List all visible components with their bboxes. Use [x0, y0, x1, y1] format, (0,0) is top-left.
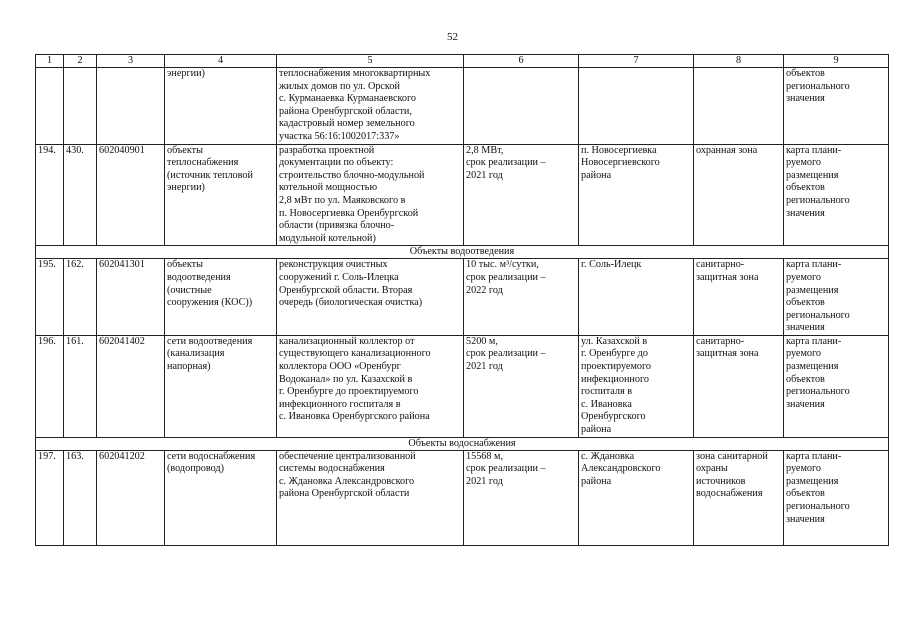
object-code-cell: [97, 68, 165, 145]
planning-table: [35, 54, 889, 546]
column-header: 9: [784, 55, 889, 68]
column-header: 6: [464, 55, 579, 68]
cell-text-line: объекты: [167, 144, 203, 156]
cell-text-line: 602041402: [99, 335, 145, 347]
cell-text-line: санитарно-: [696, 259, 745, 271]
row-number-cell: [36, 335, 64, 437]
table-row: [36, 450, 889, 545]
object-code-cell: [97, 335, 165, 437]
parameters-cell: [464, 259, 579, 336]
cell-text-line: руемого: [786, 271, 821, 283]
cell-text-line: с. Курманаевка Курманаевского: [279, 93, 417, 105]
cell-text-line: регионального: [786, 80, 850, 92]
cell-text-line: существующего канализационного: [279, 348, 431, 360]
object-code-cell: [97, 144, 165, 246]
cell-text-line: обеспечение централизованной: [279, 450, 416, 462]
cell-text-line: сооружения (КОС)): [167, 297, 253, 309]
location-cell: [579, 68, 694, 145]
cell-text-line: Водоканал» по ул. Казахской в: [279, 373, 413, 385]
cell-text-line: г. Оренбурге до: [581, 348, 648, 360]
cell-text-line: района Оренбургской области,: [279, 105, 412, 117]
cell-text-line: 10 тыс. м³/сутки,: [466, 259, 539, 271]
cell-text-line: котельной мощностью: [279, 182, 378, 194]
cell-text-line: 5200 м,: [466, 335, 498, 347]
cell-text-line: Оренбургской области. Вторая: [279, 284, 413, 296]
cell-text-line: района Оренбургской области: [279, 488, 410, 500]
cell-text-line: руемого: [786, 157, 821, 169]
cell-text-line: системы водоснабжения: [279, 463, 385, 475]
cell-text-line: значения: [786, 93, 825, 105]
column-header: 8: [694, 55, 784, 68]
cell-text-line: разработка проектной: [279, 144, 375, 156]
section-title: Объекты водоотведения: [36, 246, 889, 259]
cell-text-line: размещения: [786, 169, 839, 181]
cell-text-line: 602041202: [99, 450, 145, 462]
table-body: [36, 68, 889, 546]
zone-cell: [694, 144, 784, 246]
cell-text-line: ул. Казахской в: [581, 335, 648, 347]
cell-text-line: срок реализации –: [466, 348, 546, 360]
object-type-cell: [165, 68, 277, 145]
cell-text-line: госпиталя в: [581, 386, 633, 398]
row-number-cell: [36, 68, 64, 145]
cell-text-line: значения: [786, 207, 825, 219]
cell-text-line: водоотведения: [167, 271, 231, 283]
cell-text-line: защитная зона: [696, 348, 759, 360]
zone-cell: [694, 335, 784, 437]
cell-text-line: 602040901: [99, 144, 145, 156]
cell-text-line: района: [581, 169, 612, 181]
cell-text-line: 2,8 мВт по ул. Маяковского в: [279, 194, 406, 206]
cell-text-line: п. Новосергиевка Оренбургской: [279, 207, 419, 219]
cell-text-line: 2,8 МВт,: [466, 144, 504, 156]
cell-text-line: района: [581, 424, 612, 436]
object-type-cell: [165, 259, 277, 336]
object-type-cell: [165, 144, 277, 246]
location-cell: [579, 259, 694, 336]
map-reference-cell: [784, 259, 889, 336]
cell-text-line: 430.: [66, 144, 84, 156]
cell-text-line: г. Оренбурге до проектируемого: [279, 386, 419, 398]
parameters-cell: [464, 335, 579, 437]
cell-text-line: 2021 год: [466, 475, 503, 487]
cell-text-line: напорная): [167, 361, 211, 373]
column-header: 4: [165, 55, 277, 68]
section-row: [36, 437, 889, 450]
row-number-cell: [36, 450, 64, 545]
description-cell: [277, 144, 464, 246]
cell-text-line: с. Ивановка: [581, 398, 632, 410]
cell-text-line: инфекционного госпиталя в: [279, 398, 401, 410]
code-number-cell: [64, 450, 97, 545]
header-row: [36, 55, 889, 68]
cell-text-line: теплоснабжения: [167, 157, 239, 169]
zone-cell: [694, 259, 784, 336]
cell-text-line: 2022 год: [466, 284, 503, 296]
map-reference-cell: [784, 335, 889, 437]
description-cell: [277, 259, 464, 336]
map-reference-cell: [784, 68, 889, 145]
cell-text-line: охранная зона: [696, 144, 758, 156]
cell-text-line: 161.: [66, 335, 84, 347]
cell-text-line: строительство блочно-модульной: [279, 169, 425, 181]
cell-text-line: значения: [786, 398, 825, 410]
cell-text-line: инфекционного: [581, 373, 649, 385]
cell-text-line: 162.: [66, 259, 84, 271]
location-cell: [579, 335, 694, 437]
section-row: [36, 246, 889, 259]
cell-text-line: размещения: [786, 361, 839, 373]
cell-text-line: значения: [786, 513, 825, 525]
cell-text-line: Новосергиевского: [581, 157, 660, 169]
cell-text-line: карта плани-: [786, 335, 842, 347]
cell-text-line: 15568 м,: [466, 450, 504, 462]
cell-text-line: с. Ивановка Оренбургского района: [279, 411, 430, 423]
cell-text-line: 2021 год: [466, 169, 503, 181]
cell-text-line: объектов: [786, 182, 825, 194]
cell-text-line: 163.: [66, 450, 84, 462]
cell-text-line: района: [581, 475, 612, 487]
parameters-cell: [464, 450, 579, 545]
description-cell: [277, 450, 464, 545]
table-row: [36, 335, 889, 437]
cell-text-line: размещения: [786, 284, 839, 296]
cell-text-line: объекты: [167, 259, 203, 271]
description-cell: [277, 68, 464, 145]
cell-text-line: с. Ждановка Александровского: [279, 475, 415, 487]
cell-text-line: г. Соль-Илецк: [581, 259, 642, 271]
cell-text-line: (очистные: [167, 284, 212, 296]
cell-text-line: санитарно-: [696, 335, 745, 347]
cell-text-line: регионального: [786, 194, 850, 206]
cell-text-line: сети водоотведения: [167, 335, 253, 347]
cell-text-line: карта плани-: [786, 259, 842, 271]
cell-text-line: Александровского: [581, 463, 661, 475]
cell-text-line: 194.: [38, 144, 56, 156]
cell-text-line: с. Ждановка: [581, 450, 635, 462]
object-type-cell: [165, 450, 277, 545]
cell-text-line: охраны: [696, 463, 728, 475]
cell-text-line: жилых домов по ул. Орской: [279, 80, 400, 92]
cell-text-line: участка 56:16:1002017:337»: [279, 130, 400, 142]
cell-text-line: руемого: [786, 463, 821, 475]
cell-text-line: коллектора ООО «Оренбург: [279, 361, 401, 373]
cell-text-line: объектов: [786, 488, 825, 500]
cell-text-line: проектируемого: [581, 361, 652, 373]
cell-text-line: размещения: [786, 475, 839, 487]
code-number-cell: [64, 335, 97, 437]
cell-text-line: 197.: [38, 450, 56, 462]
column-header: 7: [579, 55, 694, 68]
cell-text-line: (канализация: [167, 348, 225, 360]
cell-text-line: реконструкция очистных: [279, 259, 388, 271]
table-row: [36, 259, 889, 336]
cell-text-line: модульной котельной): [279, 232, 376, 244]
map-reference-cell: [784, 144, 889, 246]
map-reference-cell: [784, 450, 889, 545]
cell-text-line: 602041301: [99, 259, 145, 271]
object-type-cell: [165, 335, 277, 437]
location-cell: [579, 450, 694, 545]
cell-text-line: регионального: [786, 501, 850, 512]
cell-text-line: карта плани-: [786, 450, 842, 462]
cell-text-line: защитная зона: [696, 271, 759, 283]
cell-text-line: канализационный коллектор от: [279, 335, 415, 347]
code-number-cell: [64, 68, 97, 145]
cell-text-line: п. Новосергиевка: [581, 144, 657, 156]
cell-text-line: энергии): [167, 68, 205, 79]
cell-text-line: зона санитарной: [696, 450, 768, 462]
cell-text-line: руемого: [786, 348, 821, 360]
cell-text-line: источников: [696, 475, 746, 487]
parameters-cell: [464, 144, 579, 246]
column-header: 1: [36, 55, 64, 68]
description-cell: [277, 335, 464, 437]
cell-text-line: объектов: [786, 297, 825, 309]
cell-text-line: энергии): [167, 182, 205, 194]
cell-text-line: (водопровод): [167, 463, 224, 475]
cell-text-line: Оренбургского: [581, 411, 646, 423]
cell-text-line: значения: [786, 322, 825, 334]
cell-text-line: очередь (биологическая очистка): [279, 297, 423, 309]
row-number-cell: [36, 144, 64, 246]
object-code-cell: [97, 450, 165, 545]
table-row: [36, 68, 889, 145]
cell-text-line: регионального: [786, 386, 850, 398]
cell-text-line: сооружений г. Соль-Илецка: [279, 271, 399, 283]
cell-text-line: теплоснабжения многоквартирных: [279, 68, 431, 79]
object-code-cell: [97, 259, 165, 336]
cell-text-line: 195.: [38, 259, 56, 271]
cell-text-line: срок реализации –: [466, 463, 546, 475]
cell-text-line: 2021 год: [466, 361, 503, 373]
column-header: 3: [97, 55, 165, 68]
location-cell: [579, 144, 694, 246]
section-title: Объекты водоснабжения: [36, 437, 889, 450]
row-number-cell: [36, 259, 64, 336]
code-number-cell: [64, 259, 97, 336]
cell-text-line: (источник тепловой: [167, 169, 253, 181]
zone-cell: [694, 450, 784, 545]
page-number: 52: [447, 31, 458, 43]
table-row: [36, 144, 889, 246]
code-number-cell: [64, 144, 97, 246]
cell-text-line: карта плани-: [786, 144, 842, 156]
column-header: 5: [277, 55, 464, 68]
cell-text-line: водоснабжения: [696, 488, 763, 500]
zone-cell: [694, 68, 784, 145]
cell-text-line: регионального: [786, 309, 850, 321]
cell-text-line: сети водоснабжения: [167, 450, 256, 462]
cell-text-line: срок реализации –: [466, 157, 546, 169]
cell-text-line: объектов: [786, 373, 825, 385]
cell-text-line: объектов: [786, 68, 825, 79]
cell-text-line: области (привязка блочно-: [279, 220, 395, 232]
cell-text-line: кадастровый номер земельного: [279, 118, 415, 130]
cell-text-line: срок реализации –: [466, 271, 546, 283]
cell-text-line: 196.: [38, 335, 56, 347]
cell-text-line: документации по объекту:: [279, 157, 394, 169]
parameters-cell: [464, 68, 579, 145]
column-header: 2: [64, 55, 97, 68]
